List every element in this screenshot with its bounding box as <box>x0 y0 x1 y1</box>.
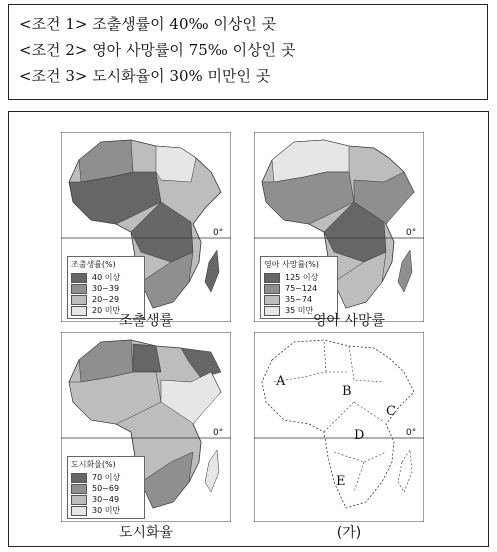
legend-swatch <box>71 273 87 283</box>
legend-row <box>71 483 141 494</box>
maps-box <box>8 111 489 547</box>
legend-title: 조출생률(%) <box>71 260 116 269</box>
birth-rate-map <box>61 132 251 337</box>
legend-row <box>71 283 141 294</box>
legend-row <box>71 472 141 483</box>
region-label-a: A <box>276 374 286 389</box>
legend-swatch <box>71 295 87 305</box>
infant-mortality-caption: 영아 사망률 <box>312 313 386 329</box>
condition-2: <조건 2> 영아 사망률이 75‰ 이상인 곳 <box>19 41 296 59</box>
legend-swatch <box>71 495 87 505</box>
urbanization-legend <box>67 456 145 519</box>
legend-swatch <box>264 284 280 294</box>
legend-row <box>71 294 141 305</box>
legend-row <box>71 494 141 505</box>
region-label-d: D <box>354 428 365 443</box>
urbanization-caption: 도시화율 <box>118 525 174 541</box>
legend-title: 영아 사망률(%) <box>264 260 320 269</box>
urbanization-map <box>61 332 251 537</box>
legend-swatch <box>264 295 280 305</box>
region-label-e: E <box>336 474 346 489</box>
condition-1: <조건 1> 조출생률이 40‰ 이상인 곳 <box>19 15 277 33</box>
condition-3: <조건 3> 도시화율이 30% 미만인 곳 <box>19 67 271 85</box>
legend-label: 30~39 <box>92 284 120 293</box>
legend-row <box>71 272 141 283</box>
infant-mortality-map <box>254 132 444 337</box>
outline-caption: (가) <box>336 525 362 541</box>
legend-label: 75~124 <box>285 284 318 293</box>
legend-row <box>264 272 334 283</box>
equator-label: 0° <box>213 428 224 438</box>
equator-label: 0° <box>213 228 224 238</box>
legend-label: 35 미만 <box>285 306 314 315</box>
legend-swatch <box>71 284 87 294</box>
legend-swatch <box>71 473 87 483</box>
conditions-box <box>8 4 488 100</box>
outline-map <box>254 332 444 537</box>
legend-title: 도시화율(%) <box>71 460 116 469</box>
region-label-c: C <box>386 404 396 419</box>
legend-label: 125 이상 <box>285 273 319 282</box>
legend-label: 20 미만 <box>92 306 121 315</box>
legend-swatch <box>264 273 280 283</box>
legend-swatch <box>71 484 87 494</box>
legend-label: 50~69 <box>92 484 120 493</box>
legend-row <box>264 294 334 305</box>
legend-swatch <box>71 506 87 516</box>
legend-label: 30~49 <box>92 495 120 504</box>
equator-label: 0° <box>406 428 417 438</box>
legend-row <box>71 505 141 516</box>
birth-rate-caption: 조출생률 <box>118 313 174 329</box>
legend-label: 20~29 <box>92 295 120 304</box>
legend-label: 70 이상 <box>92 473 121 482</box>
equator-label: 0° <box>406 228 417 238</box>
legend-label: 30 미만 <box>92 506 121 515</box>
africa-map-outline <box>254 332 424 522</box>
legend-row <box>264 283 334 294</box>
legend-label: 35~74 <box>285 295 313 304</box>
legend-label: 40 이상 <box>92 273 121 282</box>
region-label-b: B <box>342 384 352 399</box>
